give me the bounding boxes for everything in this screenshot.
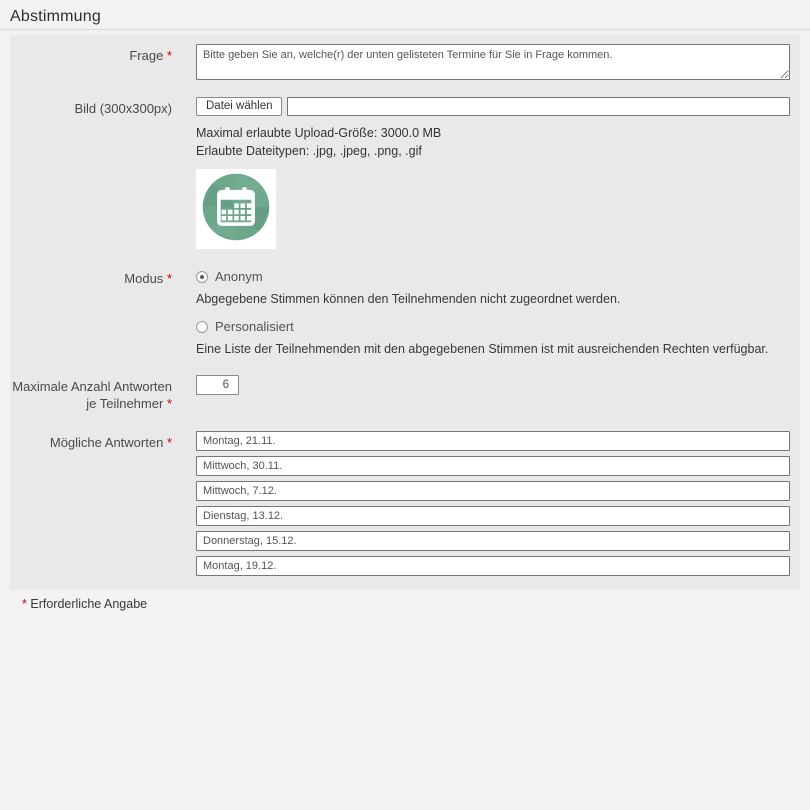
page-title: Abstimmung <box>10 8 101 25</box>
modus-radio-0-label[interactable]: Anonym <box>215 269 263 284</box>
question-textarea[interactable] <box>196 44 790 80</box>
modus-option-anonym <box>196 269 790 307</box>
answer-input-4[interactable] <box>196 506 790 526</box>
modus-option-1-help: Eine Liste der Teilnehmenden mit den abgegebenen Stimmen ist mit ausreichenden Rechten verfügbar. <box>196 342 769 356</box>
required-note: * Erforderliche Angabe <box>22 597 148 611</box>
required-asterisk: * <box>166 396 172 411</box>
form-row-max-antworten <box>10 375 800 412</box>
form-row-antworten <box>10 431 800 576</box>
file-upload-control <box>196 97 790 116</box>
file-name-input[interactable] <box>287 97 790 116</box>
modus-radio-0[interactable] <box>196 271 208 283</box>
max-upload-size-info: Maximal erlaubte Upload-Größe: 3000.0 MB <box>196 126 442 140</box>
bild-label: Bild (300x300px) <box>74 101 172 116</box>
answer-input-6[interactable] <box>196 556 790 576</box>
max-answers-input[interactable] <box>196 375 239 395</box>
title-divider <box>0 29 810 30</box>
answer-input-2[interactable] <box>196 456 790 476</box>
required-asterisk: * <box>166 435 172 450</box>
allowed-filetypes-info: Erlaubte Dateitypen: .jpg, .jpeg, .png, .gif <box>196 144 422 158</box>
form-row-frage <box>10 44 800 85</box>
answer-input-3[interactable] <box>196 481 790 501</box>
answer-input-1[interactable] <box>196 431 790 451</box>
answer-input-5[interactable] <box>196 531 790 551</box>
form-row-bild <box>10 97 800 249</box>
modus-option-personalisiert <box>196 319 790 357</box>
file-choose-button[interactable]: Datei wählen <box>196 97 282 116</box>
poll-form-panel <box>10 35 800 590</box>
required-asterisk: * <box>22 597 27 611</box>
required-asterisk: * <box>166 48 172 63</box>
antworten-label: Mögliche Antworten * <box>49 435 172 450</box>
form-row-modus <box>10 269 800 357</box>
calendar-icon <box>200 171 272 248</box>
modus-radio-1[interactable] <box>196 321 208 333</box>
max-antworten-label: Maximale Anzahl Antworten je Teilnehmer * <box>12 379 172 411</box>
modus-label: Modus * <box>124 271 172 286</box>
frage-label: Frage * <box>129 48 172 63</box>
image-preview <box>196 169 276 249</box>
required-asterisk: * <box>166 271 172 286</box>
modus-option-0-help: Abgegebene Stimmen können den Teilnehmenden nicht zugeordnet werden. <box>196 292 621 306</box>
modus-radio-1-label[interactable]: Personalisiert <box>215 319 294 334</box>
